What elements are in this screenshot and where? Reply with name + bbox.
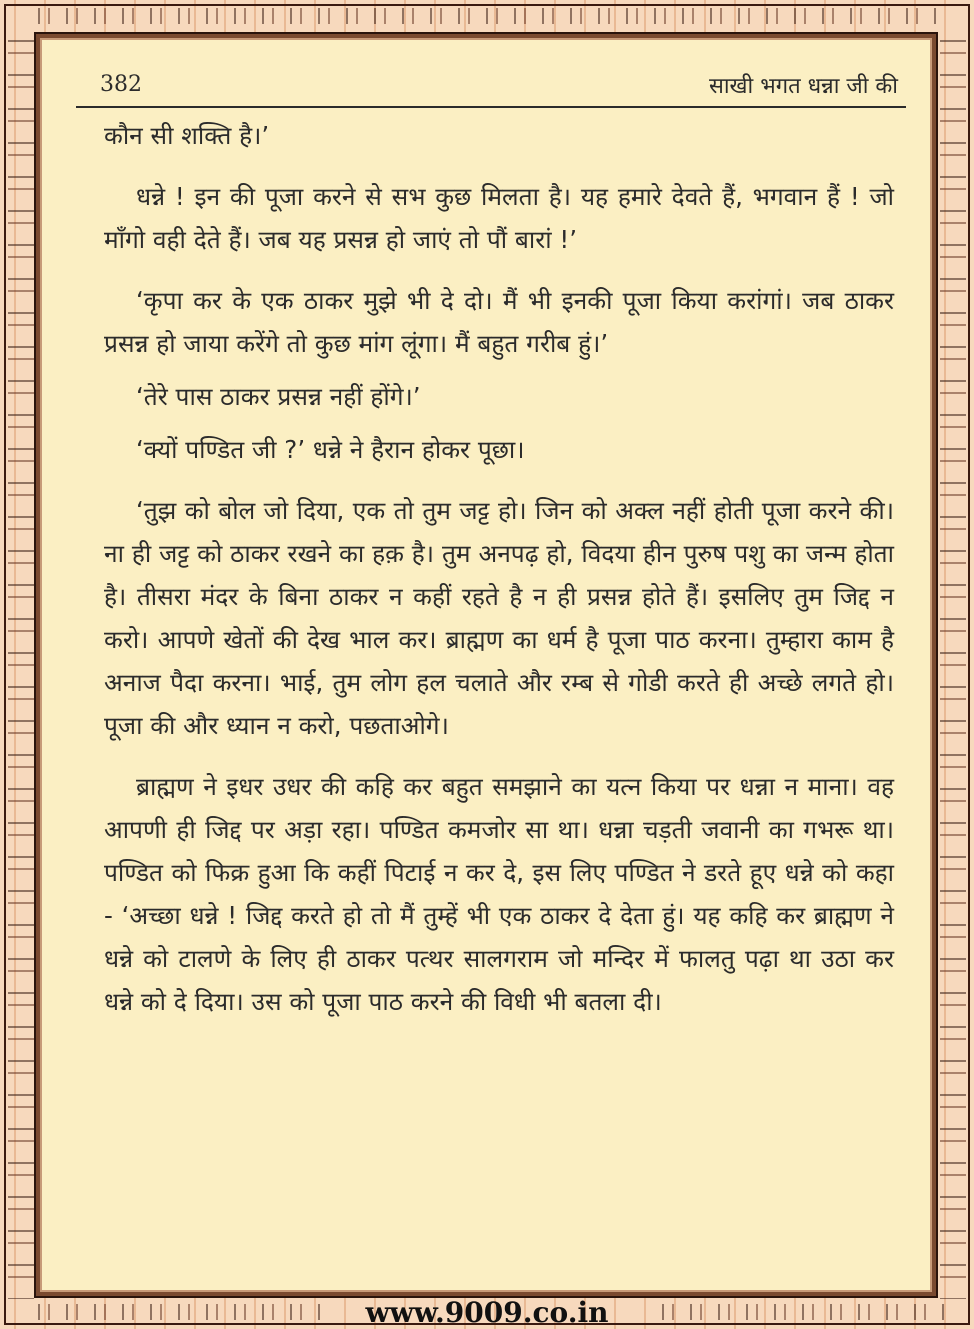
page-header — [74, 62, 904, 106]
body-text — [104, 114, 894, 1023]
header-rule — [76, 106, 906, 108]
paragraph: ‘तेरे पास ठाकर प्रसन्न नहीं होंगे।’ — [136, 382, 421, 411]
paragraph: कौन सी शक्ति है।’ — [104, 121, 270, 150]
book-page — [36, 34, 936, 1296]
top-border-pattern — [30, 8, 944, 24]
right-border-pattern — [940, 30, 966, 1299]
left-border-pattern — [8, 30, 34, 1299]
running-title: साखी भगत धन्ना जी की — [708, 74, 898, 99]
website-footer: www.9009.co.in — [365, 1296, 609, 1329]
paragraph: धन्ने ! इन की पूजा करने से सभ कुछ मिलता है। यह हमारे देवते हैं, भगवान हैं ! जो माँगो वही देते हैं। जब यह प्रसन्न हो जाएं तो पौं बारां !’ — [104, 182, 894, 254]
paragraph: ‘कृपा कर के एक ठाकर मुझे भी दे दो। मैं भी इनकी पूजा किया करांगां। जब ठाकर प्रसन्न हो जाया करेंगे तो कुछ मांग लूंगा। मैं बहुत गरीब हुं।’ — [104, 286, 894, 358]
paragraph: ‘क्यों पण्डित जी ?’ धन्ने ने हैरान होकर पूछा। — [136, 435, 525, 464]
paragraph: ब्राह्मण ने इधर उधर की कहि कर बहुत समझाने का यत्न किया पर धन्ना न माना। वह आपणी ही जिद्द पर अड़ा रहा। पण्डित कमजोर सा था। धन्ना चड़ती जवानी का गभरू था। पण्डित को फिक्र हुआ कि कहीं पिटाई न कर दे, इस लिए पण्डित ने डरते हूए धन्ने को कहा - ‘अच्छा धन्ने ! जिद्द करते हो तो मैं तुम्हें भी एक ठाकर दे देता हुं। यह कहि कर ब्राह्मण ने धन्ने को टालणे के लिए ही ठाकर पत्थर सालगराम जो मन्दिर में फालतु पढ़ा था उठा कर धन्ने को दे दिया। उस को पूजा पाठ करने की विधी भी बतला दी। — [104, 772, 894, 1016]
paragraph: ‘तुझ को बोल जो दिया, एक तो तुम जट्ट हो। जिन को अक्ल नहीं होती पूजा करने की। ना ही जट्ट को ठाकर रखने का हक़ है। तुम अनपढ़ हो, विदया हीन पुरुष पशु का जन्म होता है। तीसरा मंदर के बिना ठाकर न कहीं रहते है न ही प्रसन्न होते हैं। इसलिए तुम जिद्द न करो। आपणे खेतों की देख भाल कर। ब्राह्मण का धर्म है पूजा पाठ करना। तुम्हारा काम है अनाज पैदा करना। भाई, तुम लोग हल चलाते और रम्ब से गोडी करते ही अच्छे लगते हो। पूजा की और ध्यान न करो, पछताओगे। — [104, 496, 894, 740]
page-number: 382 — [100, 72, 142, 97]
